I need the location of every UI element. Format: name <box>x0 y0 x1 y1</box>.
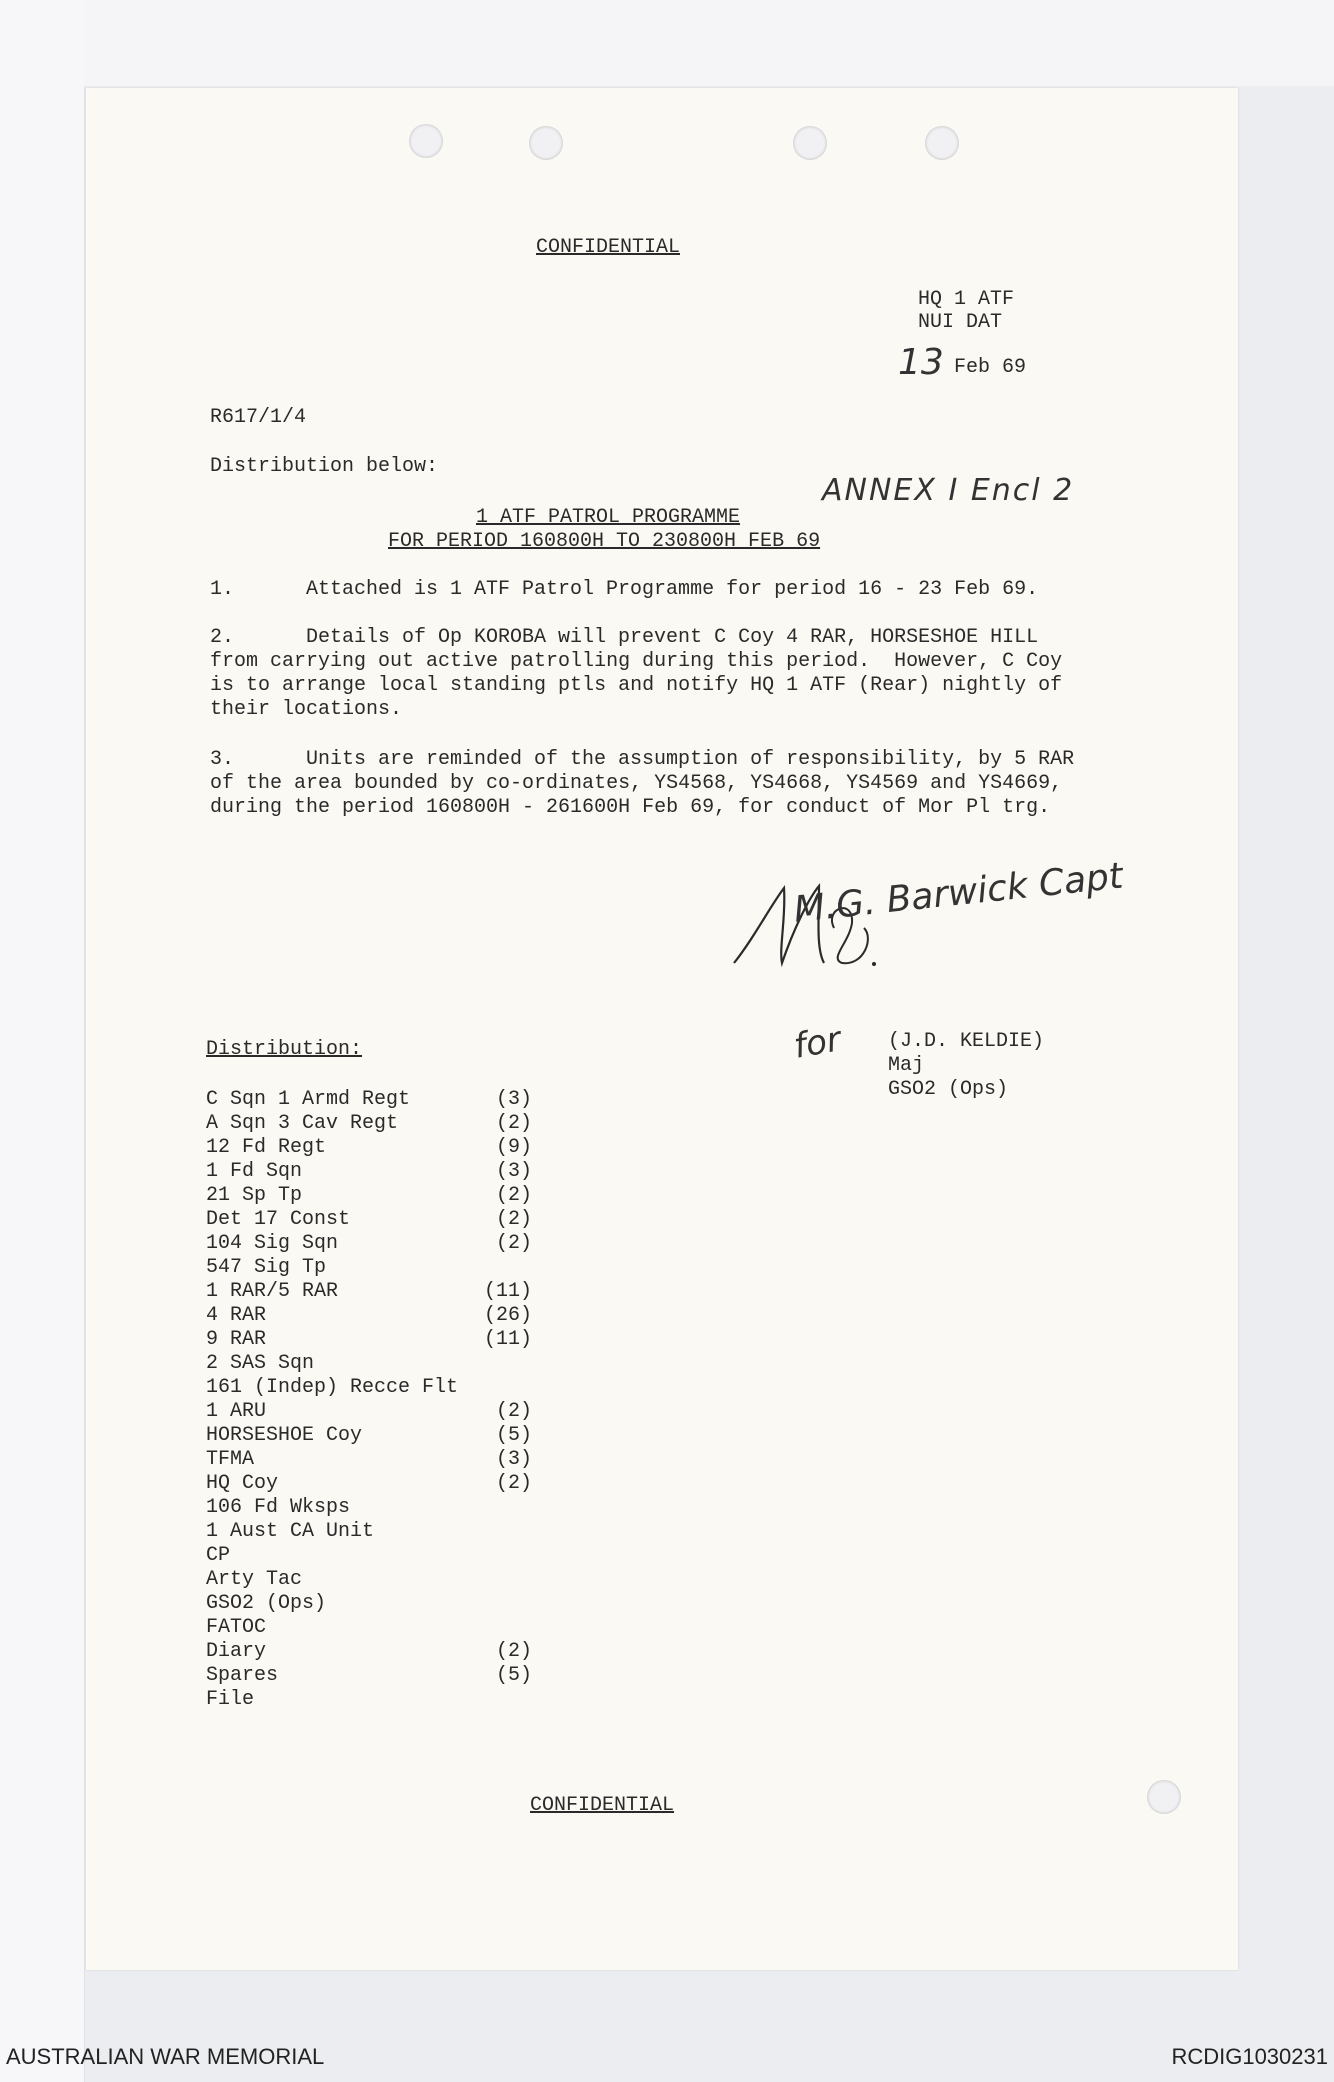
list-item <box>206 1640 566 1664</box>
list-item <box>206 1688 566 1712</box>
distribution-unit: Arty Tac <box>206 1568 303 1591</box>
archive-footer <box>0 2044 1334 2076</box>
punch-hole <box>925 126 959 160</box>
distribution-count: (2) <box>496 1640 533 1663</box>
distribution-unit: HORSESHOE Coy <box>206 1424 363 1447</box>
list-item <box>206 1616 566 1640</box>
archive-id: RCDIG1030231 <box>1171 2044 1328 2069</box>
paragraph-line: from carrying out active patrolling during this period. However, C Coy <box>210 650 1063 673</box>
distribution-count: (2) <box>496 1232 533 1255</box>
list-item <box>206 1376 566 1400</box>
signature-block <box>724 855 1224 1128</box>
distribution-unit: Diary <box>206 1640 267 1663</box>
distribution-unit: 21 Sp Tp <box>206 1184 303 1207</box>
list-item <box>206 1544 566 1568</box>
list-item <box>206 1256 566 1280</box>
document-page <box>86 88 1238 1970</box>
list-item <box>206 1520 566 1544</box>
distribution-unit: Spares <box>206 1664 279 1687</box>
punch-hole <box>793 126 827 160</box>
distribution-count: (5) <box>496 1424 533 1447</box>
distribution-unit: A Sqn 3 Cav Regt <box>206 1112 399 1135</box>
distribution-count: (2) <box>496 1472 533 1495</box>
distribution-unit: C Sqn 1 Armd Regt <box>206 1088 411 1111</box>
distribution-unit: GSO2 (Ops) <box>206 1592 327 1615</box>
list-item <box>206 1136 566 1160</box>
signature-for-handwritten: for <box>790 1019 844 1067</box>
list-item <box>206 1088 566 1112</box>
paragraph-line: of the area bounded by co-ordinates, YS4568, YS4668, YS4569 and YS4669, <box>210 772 1063 795</box>
date-rest: Feb 69 <box>954 356 1027 379</box>
list-item <box>206 1424 566 1448</box>
distribution-unit: Det 17 Const <box>206 1208 351 1231</box>
scan-margin-top <box>84 0 1334 86</box>
distribution-count: (2) <box>496 1400 533 1423</box>
paragraph-number: 3. <box>210 748 235 771</box>
punch-hole <box>1147 1780 1181 1814</box>
reference-number: R617/1/4 <box>210 406 307 429</box>
list-item <box>206 1592 566 1616</box>
list-item <box>206 1304 566 1328</box>
distribution-unit: 104 Sig Sqn <box>206 1232 339 1255</box>
distribution-count: (2) <box>496 1208 533 1231</box>
paragraph-line: during the period 160800H - 261600H Feb 69, for conduct of Mor Pl trg. <box>210 796 1051 819</box>
paragraph-line: their locations. <box>210 698 403 721</box>
archive-name: AUSTRALIAN WAR MEMORIAL <box>6 2044 325 2069</box>
list-item <box>206 1328 566 1352</box>
punch-hole <box>529 126 563 160</box>
distribution-unit: FATOC <box>206 1616 267 1639</box>
rank: Maj <box>888 1054 925 1077</box>
list-item <box>206 1184 566 1208</box>
distribution-unit: 1 Aust CA Unit <box>206 1520 375 1543</box>
paragraph-number: 2. <box>210 626 235 649</box>
paragraph-line: Attached is 1 ATF Patrol Programme for period 16 - 23 Feb 69. <box>306 578 1039 601</box>
distribution-unit: CP <box>206 1544 231 1567</box>
list-item <box>206 1496 566 1520</box>
distribution-count: (3) <box>496 1160 533 1183</box>
distribution-unit: 2 SAS Sqn <box>206 1352 315 1375</box>
distribution-unit: 161 (Indep) Recce Flt <box>206 1376 459 1399</box>
distribution-unit: HQ Coy <box>206 1472 279 1495</box>
punch-hole <box>409 124 443 158</box>
list-item <box>206 1568 566 1592</box>
hq-line-2: NUI DAT <box>918 311 1003 334</box>
distribution-count: (26) <box>484 1304 533 1327</box>
list-item <box>206 1448 566 1472</box>
classification-bottom: CONFIDENTIAL <box>530 1794 675 1817</box>
title-line-2: FOR PERIOD 160800H TO 230800H FEB 69 <box>388 530 821 553</box>
list-item <box>206 1232 566 1256</box>
distribution-count: (3) <box>496 1088 533 1111</box>
distribution-unit: 1 ARU <box>206 1400 267 1423</box>
signature-name-handwritten: M.G. Barwick Capt <box>791 855 1125 931</box>
distribution-unit: 547 Sig Tp <box>206 1256 327 1279</box>
distribution-unit: 4 RAR <box>206 1304 267 1327</box>
distribution-unit: File <box>206 1688 255 1711</box>
paragraph-number: 1. <box>210 578 235 601</box>
distribution-heading: Distribution: <box>206 1038 363 1061</box>
list-item <box>206 1160 566 1184</box>
paragraph-line: is to arrange local standing ptls and notify HQ 1 ATF (Rear) nightly of <box>210 674 1063 697</box>
paragraph-line: Units are reminded of the assumption of responsibility, by 5 RAR <box>306 748 1075 771</box>
list-item <box>206 1352 566 1376</box>
hq-line-1: HQ 1 ATF <box>918 288 1015 311</box>
distribution-unit: 12 Fd Regt <box>206 1136 327 1159</box>
distribution-count: (2) <box>496 1112 533 1135</box>
position: GSO2 (Ops) <box>888 1078 1009 1101</box>
list-item <box>206 1112 566 1136</box>
distribution-count: (11) <box>484 1328 533 1351</box>
distribution-unit: 1 Fd Sqn <box>206 1160 303 1183</box>
distribution-unit: 1 RAR/5 RAR <box>206 1280 339 1303</box>
distribution-unit: 106 Fd Wksps <box>206 1496 351 1519</box>
list-item <box>206 1208 566 1232</box>
list-item <box>206 1664 566 1688</box>
typed-name: (J.D. KELDIE) <box>888 1030 1045 1053</box>
list-item <box>206 1400 566 1424</box>
date-day-handwritten: 13 <box>898 342 944 383</box>
classification-top: CONFIDENTIAL <box>536 236 681 259</box>
paragraph-line: Details of Op KOROBA will prevent C Coy 4 RAR, HORSESHOE HILL <box>306 626 1039 649</box>
distribution-count: (5) <box>496 1664 533 1687</box>
distribution-count: (3) <box>496 1448 533 1471</box>
list-item <box>206 1472 566 1496</box>
distribution-unit: 9 RAR <box>206 1328 267 1351</box>
annex-annotation-handwritten: ANNEX I Encl 2 <box>822 473 1075 508</box>
scan-margin-left <box>0 0 85 2082</box>
list-item <box>206 1280 566 1304</box>
distribution-unit: TFMA <box>206 1448 255 1471</box>
title-line-1: 1 ATF PATROL PROGRAMME <box>476 506 741 529</box>
distribution-intro: Distribution below: <box>210 455 439 478</box>
distribution-count: (11) <box>484 1280 533 1303</box>
distribution-count: (2) <box>496 1184 533 1207</box>
distribution-count: (9) <box>496 1136 533 1159</box>
